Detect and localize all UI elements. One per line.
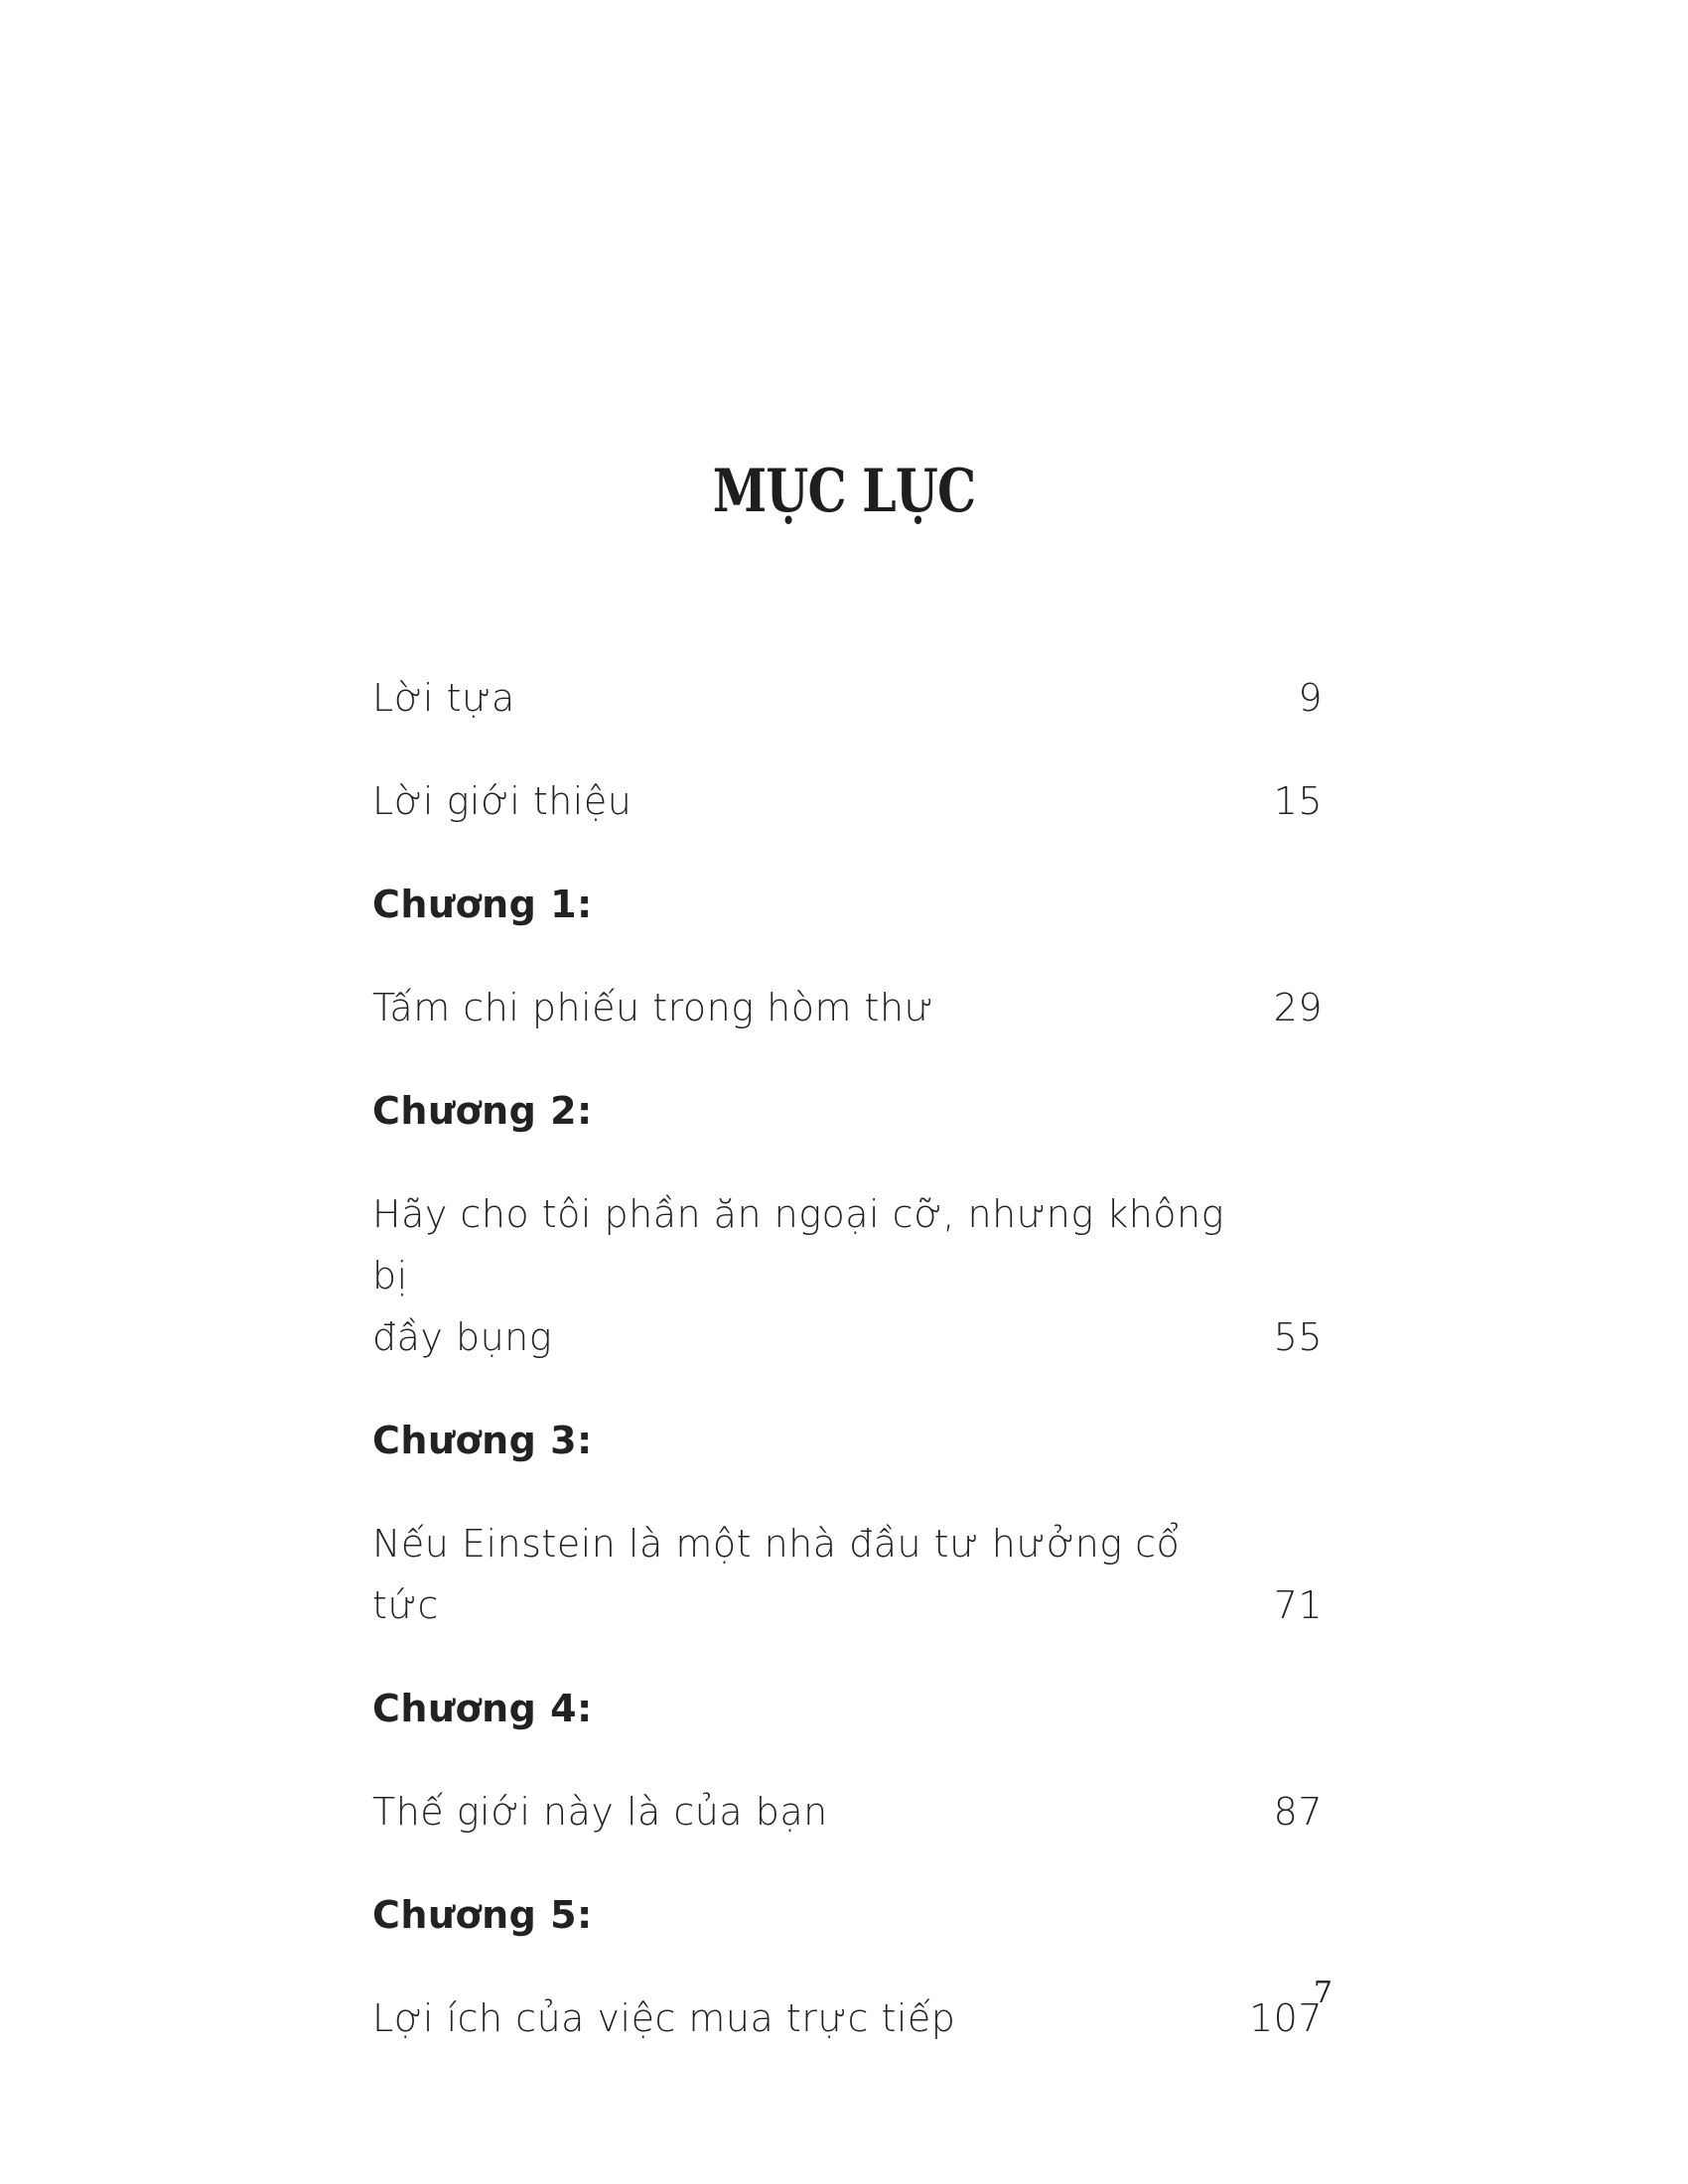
toc-chapter-label: Chương 5: xyxy=(372,1893,593,1937)
toc-entry-chapter-5[interactable] xyxy=(372,1987,1323,2049)
toc-chapter-label: Chương 1: xyxy=(372,883,593,926)
page-number: 7 xyxy=(1313,1976,1333,2010)
toc-chapter-4-heading[interactable] xyxy=(372,1678,1323,1739)
toc-entry-page: 107 xyxy=(1248,1996,1323,2040)
toc-entry-text: Thế giới này là của bạn xyxy=(372,1790,828,1834)
toc-entry-page: 29 xyxy=(1273,986,1323,1029)
toc-entry-chapter-4[interactable] xyxy=(372,1781,1323,1843)
toc-entry-chapter-1[interactable] xyxy=(372,977,1323,1038)
toc-entry-text: Lợi ích của việc mua trực tiếp xyxy=(372,1996,956,2040)
toc-entry-page: 87 xyxy=(1273,1790,1323,1834)
toc-chapter-1-heading[interactable] xyxy=(372,874,1323,935)
table-of-contents xyxy=(372,667,1323,2091)
toc-entry-text: Lời giới thiệu xyxy=(372,779,633,823)
toc-entry-page: 55 xyxy=(1273,1315,1323,1359)
toc-entry-text: Tấm chi phiếu trong hòm thư xyxy=(372,986,934,1029)
toc-entry-page: 15 xyxy=(1273,779,1323,823)
toc-entry-text: Hãy cho tôi phần ăn ngoại cỡ, nhưng không bị đầy bụng xyxy=(372,1192,1224,1359)
toc-entry-text: Nếu Einstein là một nhà đầu tư hưởng cổ tức xyxy=(372,1522,1193,1627)
toc-chapter-2-heading[interactable] xyxy=(372,1080,1323,1142)
toc-entry-text: Lời tựa xyxy=(372,676,515,720)
toc-entry-introduction[interactable] xyxy=(372,770,1323,832)
toc-entry-page: 71 xyxy=(1273,1583,1323,1627)
toc-entry-chapter-2[interactable] xyxy=(372,1183,1323,1368)
page-title: MỤC LỤC xyxy=(712,457,976,526)
toc-chapter-label: Chương 2: xyxy=(372,1089,593,1133)
toc-entry-chapter-3[interactable] xyxy=(372,1513,1323,1636)
toc-chapter-label: Chương 4: xyxy=(372,1687,593,1730)
toc-entry-page: 9 xyxy=(1298,676,1323,720)
toc-chapter-3-heading[interactable] xyxy=(372,1410,1323,1471)
toc-entry-preface[interactable] xyxy=(372,667,1323,729)
toc-chapter-label: Chương 3: xyxy=(372,1419,593,1462)
toc-chapter-5-heading[interactable] xyxy=(372,1884,1323,1946)
